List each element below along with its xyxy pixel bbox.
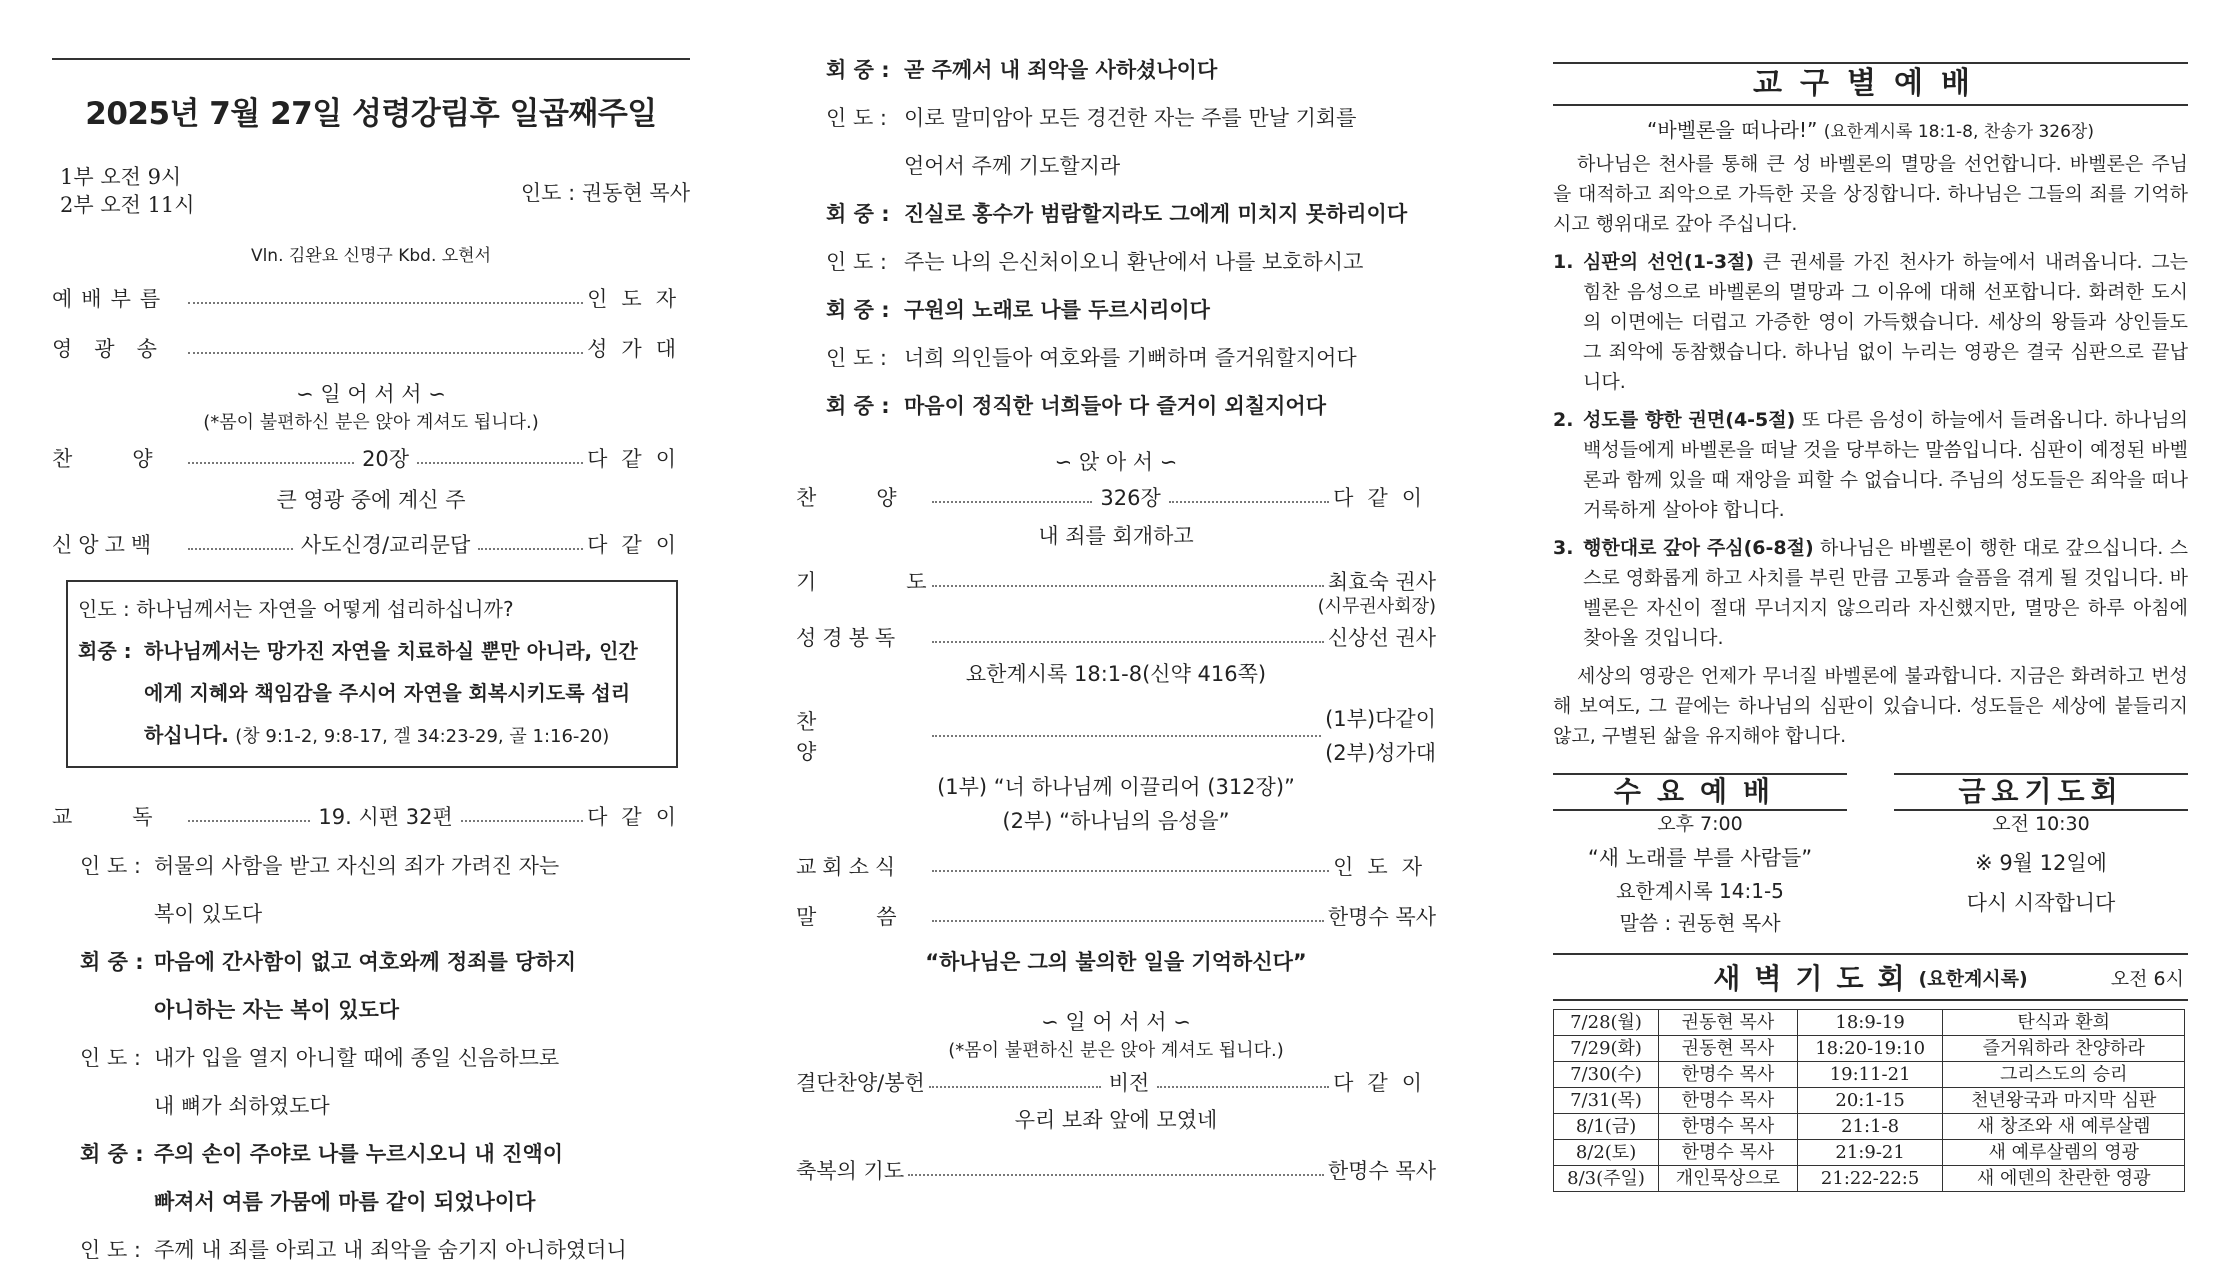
reading-line: 진실로 홍수가 범람할지라도 그에게 미치지 못하리이다 <box>904 202 1408 226</box>
table-cell: 권동현 목사 <box>1659 1010 1798 1036</box>
friday-service <box>1894 773 2188 939</box>
list-item <box>1553 247 2188 397</box>
point-head: 심판의 선언(1-3절) <box>1583 251 1755 273</box>
responsive-psalm: 19. 시편 32편 <box>318 805 453 829</box>
reading-line: 내가 입을 열지 아니할 때에 종일 신음하므로 <box>154 1046 560 1070</box>
order-label: 찬양 <box>52 447 213 471</box>
table-cell: 7/30(수) <box>1554 1062 1659 1088</box>
catechism-a-key: 회중 : <box>78 639 132 663</box>
table-cell: 8/2(토) <box>1554 1140 1659 1166</box>
friday-time: 오전 10:30 <box>1992 813 2090 835</box>
stand-note: (*몸이 불편하신 분은 앉아 계셔도 됩니다.) <box>203 412 539 433</box>
right-column <box>1553 0 2188 1234</box>
table-cell: 7/31(목) <box>1554 1088 1659 1114</box>
dawn-schedule-table <box>1553 1009 2185 1192</box>
table-cell: 즐거워하라 찬양하라 <box>1943 1036 2185 1062</box>
table-row <box>1554 1140 2185 1166</box>
catechism-reference: (창 9:1-2, 9:8-17, 겔 34:23-29, 골 1:16-20) <box>235 726 610 747</box>
prayer-note: (시무권사회장) <box>1317 596 1436 617</box>
order-leader: 다같이 <box>587 447 690 471</box>
point-text: 큰 권세를 가진 천사가 하늘에서 내려옵니다. 그는 힘찬 음성으로 바벨론의 멸망과 그 이유에 대해 선포합니다. 화려한 도시의 이면에는 더럽고 가증한 영이 가득했습니다. 세상의 왕들과 상인들도 그 죄악에 동참했습니다. 하나님 없이 누리는 영광은 결국 심판으로 끝납니다. <box>1583 251 2188 393</box>
table-cell: 21:1-8 <box>1797 1114 1943 1140</box>
table-row <box>1554 1062 2185 1088</box>
catechism-answer-3: 하십니다. <box>144 723 229 747</box>
order-benediction <box>796 1146 1436 1196</box>
hymn-number: 326장 <box>1100 486 1161 510</box>
wednesday-speaker: 말씀 : 권동현 목사 <box>1619 911 1781 935</box>
choir-song-2: (2부) “하나님의 음성을” <box>1002 809 1230 833</box>
point-number: 2. <box>1553 409 1574 431</box>
reading-line: 주는 나의 은신처이오니 환난에서 나를 보호하시고 <box>904 250 1364 274</box>
order-label: 성경봉독 <box>796 626 902 650</box>
table-cell: 한명수 목사 <box>1659 1114 1798 1140</box>
order-hymn-2 <box>796 476 1436 520</box>
reading-line: 복이 있도다 <box>154 902 263 926</box>
leader-key: 인 도 : <box>826 106 887 130</box>
table-cell: 한명수 목사 <box>1659 1088 1798 1114</box>
order-leader: 인도자 <box>1333 855 1436 879</box>
service-times <box>52 163 690 227</box>
choir-song-1: (1부) “너 하나님께 이끌리어 (312장)” <box>937 775 1295 799</box>
choir-first: (1부)다같이 <box>1325 707 1436 731</box>
order-doxology <box>52 324 690 374</box>
responsive-reading-left <box>52 842 690 1274</box>
dawn-time: 오전 6시 <box>2110 967 2184 990</box>
table-cell: 개인묵상으로 <box>1659 1166 1798 1192</box>
point-number: 3. <box>1553 537 1574 559</box>
table-cell: 새 창조와 새 예루살렘 <box>1943 1114 2185 1140</box>
congregation-key: 회 중 : <box>826 298 890 322</box>
table-cell: 19:11-21 <box>1797 1062 1943 1088</box>
scripture-passage: 요한계시록 18:1-8(신약 416쪽) <box>965 662 1267 686</box>
district-sermon-title: “바벨론을 떠나라!” <box>1647 118 1818 142</box>
table-cell: 8/3(주일) <box>1554 1166 1659 1192</box>
catechism-q-key: 인도 : <box>78 597 130 621</box>
congregation-key: 회 중 : <box>80 950 144 974</box>
order-choir <box>796 702 1436 770</box>
order-label: 말씀 <box>796 905 957 929</box>
table-row <box>1554 1010 2185 1036</box>
table-cell: 21:9-21 <box>1797 1140 1943 1166</box>
responsive-reading-mid <box>796 46 1436 430</box>
stand-note: (*몸이 불편하신 분은 앉아 계셔도 됩니다.) <box>948 1040 1284 1061</box>
sit-heading: ∽ 앉 아 서 ∽ <box>1054 450 1178 474</box>
order-label: 기도 <box>796 570 1017 594</box>
dawn-heading: 새벽기도회 <box>1713 962 1919 995</box>
reading-line: 마음이 정직한 너희들아 다 즐거이 외칠지어다 <box>904 394 1326 418</box>
order-leader: 신상선 권사 <box>1327 626 1436 650</box>
order-label: 축복의 기도 <box>796 1159 905 1183</box>
wednesday-passage: 요한계시록 14:1-5 <box>1616 879 1784 903</box>
list-item <box>1553 533 2188 653</box>
friday-heading: 금요기도회 <box>1894 773 2188 811</box>
table-cell: 7/28(월) <box>1554 1010 1659 1036</box>
hymn-title: 큰 영광 중에 계신 주 <box>276 488 466 512</box>
district-heading: 교구별예배 <box>1553 62 2188 106</box>
table-cell: 7/29(화) <box>1554 1036 1659 1062</box>
order-hymn <box>52 434 690 484</box>
stand-heading: ∽ 일 어 서 서 ∽ <box>296 382 446 406</box>
order-label: 찬양 <box>796 710 877 764</box>
order-label: 신앙고백 <box>52 533 158 557</box>
wednesday-time: 오후 7:00 <box>1657 813 1743 835</box>
order-offering <box>796 1062 1436 1104</box>
reading-line: 주의 손이 주야로 나를 누르시오니 내 진액이 <box>154 1142 564 1166</box>
friday-note-1: ※ 9월 12일에 <box>1975 851 2107 875</box>
order-label: 영광송 <box>52 337 179 361</box>
reading-line: 아니하는 자는 복이 있도다 <box>154 998 400 1022</box>
order-news <box>796 842 1436 892</box>
table-cell: 20:1-15 <box>1797 1088 1943 1114</box>
catechism-box <box>66 580 678 768</box>
table-cell: 한명수 목사 <box>1659 1140 1798 1166</box>
leader-key: 인 도 : <box>80 1238 141 1262</box>
left-column <box>52 0 691 1262</box>
leader-key: 인 도 : <box>80 1046 141 1070</box>
table-cell: 천년왕국과 마지막 심판 <box>1943 1088 2185 1114</box>
reading-line: 구원의 노래로 나를 두르시리이다 <box>904 298 1210 322</box>
bulletin-title: 2025년 7월 27일 성령강림후 일곱째주일 <box>85 96 657 132</box>
point-text: 하나님은 바벨론이 행한 대로 갚으십니다. 스스로 영화롭게 하고 사치를 부린 만큼 고통과 슬픔을 겪게 될 것입니다. 바벨론은 자신이 절대 무너지지 않으리라 자신했지만, 멸망은 하루 아침에 찾아올 것입니다. <box>1583 537 2188 649</box>
hymn-title: 내 죄를 회개하고 <box>1038 524 1194 548</box>
reading-line: 빠져서 여름 가뭄에 마름 같이 되었나이다 <box>154 1190 536 1214</box>
district-closing: 세상의 영광은 언제가 무너질 바벨론에 불과합니다. 지금은 화려하고 번성해 보여도, 그 끝에는 하나님의 심판이 있습니다. 성도들은 세상에 붙들리지 않고, 구별된 삶을 유지해야 합니다. <box>1553 665 2188 747</box>
district-reference: (요한계시록 18:1-8, 찬송가 326장) <box>1823 122 2094 142</box>
offering-title: 우리 보좌 앞에 모였네 <box>1014 1108 1218 1132</box>
order-creed <box>52 520 690 570</box>
reading-line: 얻어서 주께 기도할지라 <box>904 154 1121 178</box>
district-points <box>1553 247 2188 653</box>
order-leader: 한명수 목사 <box>1327 1159 1436 1183</box>
order-sermon <box>796 892 1436 942</box>
hymn-number: 20장 <box>362 447 410 471</box>
service-time-1: 1부 오전 9시 <box>60 165 182 189</box>
dawn-heading-bar <box>1553 953 2188 1001</box>
table-cell: 21:22-22:5 <box>1797 1166 1943 1192</box>
order-label: 결단찬양/봉헌 <box>796 1071 925 1095</box>
choir-second: (2부)성가대 <box>1325 741 1436 765</box>
point-head: 성도를 향한 권면(4-5절) <box>1583 409 1796 431</box>
weekday-services <box>1553 773 2188 939</box>
wednesday-heading: 수요예배 <box>1553 773 1847 811</box>
catechism-answer-2: 에게 지혜와 책임감을 주시어 자연을 회복시키도록 섭리 <box>144 681 631 705</box>
dawn-heading-sub: (요한계시록) <box>1918 967 2028 990</box>
table-cell: 새 예루살렘의 영광 <box>1943 1140 2185 1166</box>
offering-song: 비전 <box>1108 1071 1150 1095</box>
table-cell: 8/1(금) <box>1554 1114 1659 1140</box>
sermon-title: “하나님은 그의 불의한 일을 기억하신다” <box>925 950 1307 974</box>
order-leader: 최효숙 권사 <box>1327 570 1436 594</box>
order-call-to-worship <box>52 274 690 324</box>
order-leader: 인도자 <box>587 287 690 311</box>
order-label: 찬양 <box>796 486 957 510</box>
order-leader: 한명수 목사 <box>1327 905 1436 929</box>
catechism-question: 하나님께서는 자연을 어떻게 섭리하십니까? <box>136 597 514 621</box>
catechism-answer-1: 하나님께서는 망가진 자연을 치료하실 뿐만 아니라, 인간 <box>144 639 638 663</box>
congregation-key: 회 중 : <box>826 394 890 418</box>
table-row <box>1554 1088 2185 1114</box>
order-leader: 성가대 <box>587 337 690 361</box>
table-cell: 18:9-19 <box>1797 1010 1943 1036</box>
list-item <box>1553 405 2188 525</box>
order-leader: 다같이 <box>1333 1071 1437 1095</box>
point-text: 또 다른 음성이 하늘에서 들려옵니다. 하나님의 백성들에게 바벨론을 떠날 것을 당부하는 말씀입니다. 심판이 예정된 바벨론과 함께 있을 때 재앙을 피할 수 없습니다. 주님의 성도들은 죄악을 떠나 거룩하게 살아야 합니다. <box>1583 409 2188 521</box>
table-cell: 탄식과 환희 <box>1943 1010 2185 1036</box>
reading-line: 이로 말미암아 모든 경건한 자는 주를 만날 기회를 <box>904 106 1357 130</box>
congregation-key: 회 중 : <box>826 58 890 82</box>
order-leader: 다같이 <box>587 533 691 557</box>
order-scripture <box>796 618 1436 658</box>
table-cell: 권동현 목사 <box>1659 1036 1798 1062</box>
table-cell: 그리스도의 승리 <box>1943 1062 2185 1088</box>
leader-key: 인 도 : <box>826 250 887 274</box>
reading-line: 주께 내 죄를 아뢰고 내 죄악을 숨기지 아니하였더니 <box>154 1238 627 1262</box>
congregation-key: 회 중 : <box>826 202 890 226</box>
order-leader: 다같이 <box>1333 486 1437 510</box>
reading-line: 내 뼈가 쇠하였도다 <box>154 1094 330 1118</box>
point-number: 1. <box>1553 251 1574 273</box>
table-cell: 한명수 목사 <box>1659 1062 1798 1088</box>
table-row <box>1554 1036 2185 1062</box>
order-responsive-reading <box>52 792 690 842</box>
service-leader: 인도 : 권동현 목사 <box>520 181 690 205</box>
reading-line: 너희 의인들아 여호와를 기뻐하며 즐거워할지어다 <box>904 346 1357 370</box>
friday-note-2: 다시 시작합니다 <box>1966 891 2116 915</box>
reading-line: 마음에 간사함이 없고 여호와께 정죄를 당하지 <box>154 950 576 974</box>
reading-line: 허물의 사함을 받고 자신의 죄가 가려진 자는 <box>154 854 560 878</box>
leader-key: 인 도 : <box>80 854 141 878</box>
wednesday-title: “새 노래를 부를 사람들” <box>1587 846 1813 870</box>
congregation-key: 회 중 : <box>80 1142 144 1166</box>
district-subtitle <box>1553 114 2188 143</box>
order-label: 교회소식 <box>796 855 902 879</box>
district-intro: 하나님은 천사를 통해 큰 성 바벨론의 멸망을 선언합니다. 바벨론은 주님을 대적하고 죄악으로 가득한 곳을 상징합니다. 하나님은 그들의 죄를 기억하시고 행위대로 갚아 주십니다. <box>1553 153 2188 235</box>
order-label: 예배부름 <box>52 287 170 311</box>
musicians: Vln. 김완요 신명구 Kbd. 오현서 <box>250 246 492 266</box>
middle-column <box>796 0 1436 1234</box>
reading-line: 곧 주께서 내 죄악을 사하셨나이다 <box>904 58 1218 82</box>
top-rule <box>52 58 690 60</box>
stand-heading: ∽ 일 어 서 서 ∽ <box>1041 1010 1191 1034</box>
point-head: 행한대로 갚아 주심(6-8절) <box>1583 537 1814 559</box>
table-cell: 새 에덴의 찬란한 영광 <box>1943 1166 2185 1192</box>
leader-key: 인 도 : <box>826 346 887 370</box>
table-row <box>1554 1114 2185 1140</box>
order-leader: 다같이 <box>587 805 690 829</box>
order-label: 교독 <box>52 805 213 829</box>
table-row <box>1554 1166 2185 1192</box>
creed-text: 사도신경/교리문답 <box>300 533 471 557</box>
service-time-2: 2부 오전 11시 <box>60 193 195 217</box>
wednesday-service <box>1553 773 1847 939</box>
table-cell: 18:20-19:10 <box>1797 1036 1943 1062</box>
